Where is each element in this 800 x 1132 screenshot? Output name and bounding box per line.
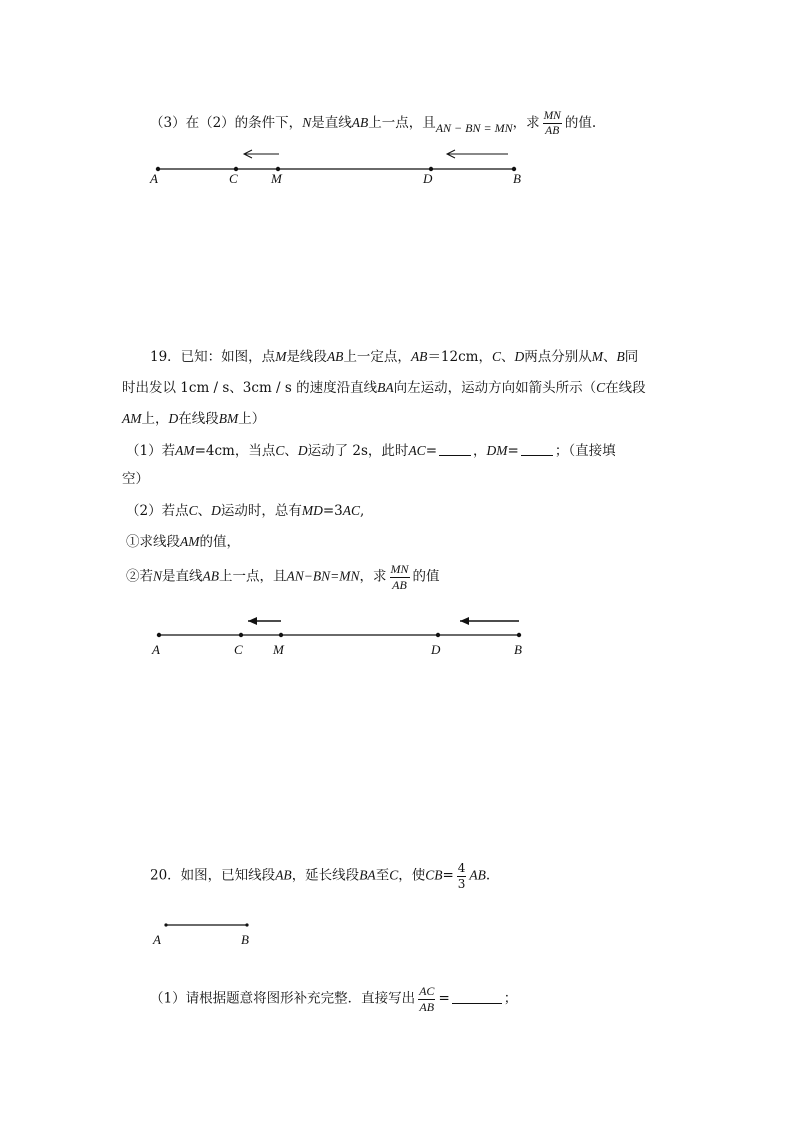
text-span: （1）请根据题意将图形补充完整．直接写出 <box>150 990 416 1007</box>
text-span: 至 <box>375 867 390 884</box>
text-span: 是直线 <box>162 568 203 585</box>
text-span: ，使 <box>398 867 426 884</box>
var: D <box>297 443 308 458</box>
var: AM <box>180 534 200 549</box>
var: DM <box>486 443 508 458</box>
point-a <box>164 923 167 926</box>
label-a: A <box>153 932 161 947</box>
fraction-denominator: 3 <box>457 876 466 891</box>
text-span: 的值 <box>412 568 440 585</box>
text-span: 向左运动，运动方向如箭头所示（ <box>393 380 597 396</box>
text-span: 上） <box>238 411 266 427</box>
var: M <box>591 349 603 364</box>
text-span: ，求 <box>512 115 540 132</box>
text-span: 在线段 <box>178 411 219 427</box>
var: D <box>168 411 179 426</box>
var-n: N <box>302 115 312 131</box>
text-span: ；（直接填 <box>554 443 616 459</box>
label-b: B <box>241 932 249 947</box>
text-span: 、 <box>501 349 515 365</box>
var: AB <box>275 867 292 883</box>
text-span: 时出发以 1cm / s、3cm / s 的速度沿直线 <box>122 380 378 396</box>
text-span: ； <box>503 990 518 1007</box>
label-m: M <box>273 642 284 657</box>
text-span: =4cm，当点 <box>194 443 276 459</box>
text-span: 、 <box>197 503 212 519</box>
text-span: 的值， <box>199 534 240 550</box>
var: BA <box>377 380 394 395</box>
var: D <box>211 503 221 518</box>
label-m: M <box>271 171 282 186</box>
label-c: C <box>229 171 238 186</box>
text-span: 20．如图，已知线段 <box>150 867 276 884</box>
equation: AN−BN=MN <box>286 568 360 584</box>
var: BA <box>359 867 376 883</box>
text-span: =3 <box>322 503 343 519</box>
text-span: ， <box>473 443 487 459</box>
var: AB <box>326 349 344 364</box>
text-span: （1）若 <box>126 443 176 459</box>
text-span: 、 <box>284 443 298 459</box>
text-span: 19．已知：如图，点 <box>150 349 276 365</box>
var: AB <box>410 349 428 364</box>
text-span: 的值. <box>564 115 597 132</box>
text-span: 同 <box>624 349 639 365</box>
var: AC <box>408 443 426 458</box>
var: C <box>389 867 399 883</box>
var: BM <box>218 411 239 426</box>
text-span: = <box>438 990 450 1007</box>
text-span: 是线段 <box>286 349 327 365</box>
text-span: （2）若点 <box>126 503 189 519</box>
text-span: 上， <box>141 411 169 427</box>
text-span: 空） <box>122 471 149 487</box>
text-span: 是直线 <box>311 115 352 132</box>
var: CB <box>425 867 443 883</box>
var: C <box>188 503 198 518</box>
var: MD <box>301 503 323 518</box>
var: AM <box>122 411 142 426</box>
var: AB <box>469 867 486 883</box>
label-d: D <box>431 642 441 657</box>
var: AC <box>342 503 361 518</box>
text-span: 、 <box>603 349 617 365</box>
text-span: = <box>442 867 454 884</box>
label-a: A <box>150 171 158 186</box>
q20-part1 <box>150 985 517 1013</box>
var: C <box>596 380 606 395</box>
text-span: 运动时，总有 <box>220 503 302 519</box>
fraction-ac-ab <box>418 985 435 1013</box>
label-c: C <box>234 642 243 657</box>
fraction-numerator: MN <box>543 110 562 124</box>
var: AM <box>175 443 195 458</box>
label-b: B <box>513 171 521 186</box>
text-span: 运动了 2s，此时 <box>307 443 409 459</box>
fraction-denominator: AB <box>419 999 435 1014</box>
fraction-numerator: AC <box>419 984 435 998</box>
text-span: （3）在（2）的条件下， <box>150 115 303 132</box>
var: C <box>491 349 501 364</box>
var: N <box>153 568 163 584</box>
equation: AN − BN = MN <box>435 121 513 136</box>
text-span: ＝12cm， <box>427 349 492 365</box>
text-span: 两点分别从 <box>524 349 592 365</box>
var: D <box>514 349 525 364</box>
var: AB <box>202 568 220 584</box>
var: M <box>275 349 287 364</box>
text-span: ②若 <box>126 568 153 585</box>
var: C <box>275 443 285 458</box>
text-span: 上一点，且 <box>219 568 287 585</box>
text-span: = <box>425 443 438 459</box>
answer-blank-ratio[interactable] <box>452 991 502 1004</box>
text-span: 上一定点， <box>343 349 411 365</box>
fraction-denominator: AB <box>392 577 407 592</box>
label-b: B <box>514 642 522 657</box>
fraction-denominator: AB <box>545 125 560 138</box>
text-span: ，延长线段 <box>291 867 360 884</box>
label-a: A <box>152 642 160 657</box>
text-span: ，求 <box>359 568 387 585</box>
fraction-numerator: 4 <box>457 861 466 875</box>
point-b <box>245 923 248 926</box>
fraction-numerator: MN <box>390 562 409 576</box>
text-span: = <box>507 443 519 459</box>
text-span: , <box>360 503 365 519</box>
text-span: 上一点，且 <box>368 115 436 132</box>
text-span: 在线段 <box>605 380 646 396</box>
var: B <box>616 349 625 364</box>
label-d: D <box>423 171 433 186</box>
text-span: . <box>485 867 491 884</box>
var-ab: AB <box>351 115 369 131</box>
text-span: ①求线段 <box>126 534 180 550</box>
